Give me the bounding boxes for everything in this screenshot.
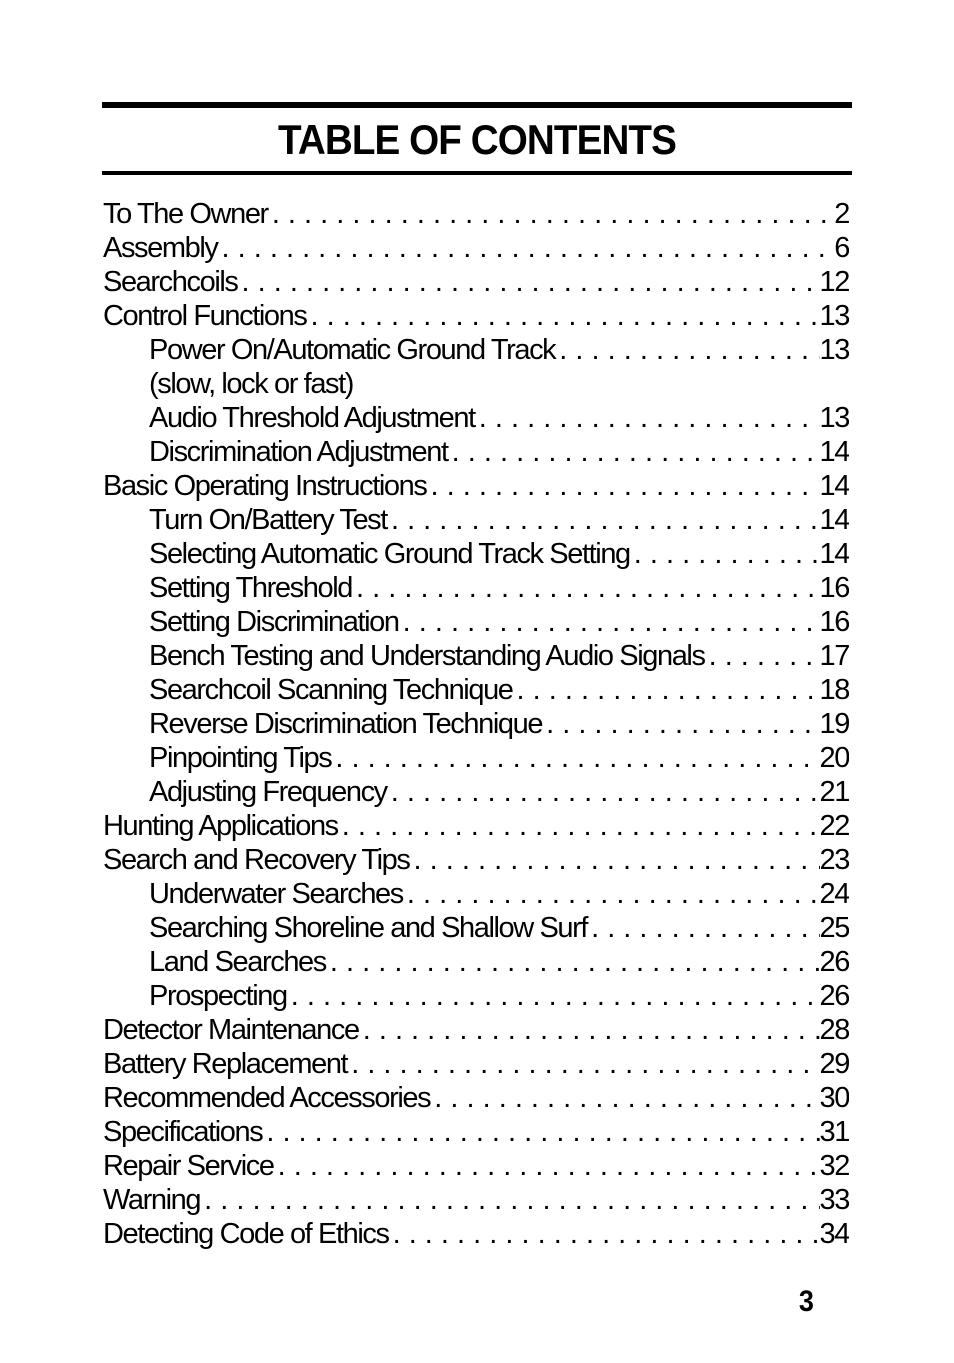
toc-entry [103, 469, 849, 503]
toc-entry-page: 14 [819, 504, 849, 536]
toc-entry [103, 1149, 849, 1183]
toc-entry-page: 28 [819, 1014, 849, 1046]
toc-entry-page: 18 [819, 674, 849, 706]
toc-entry-label: Power On/Automatic Ground Track [149, 334, 556, 366]
toc-entry [103, 605, 849, 639]
toc-entry-page: 21 [819, 776, 849, 808]
toc-entry [103, 265, 849, 299]
toc-entry [103, 639, 849, 673]
toc-dot-leader [262, 1115, 819, 1149]
toc-entry-page: 32 [819, 1150, 849, 1182]
toc-entry-label: Bench Testing and Understanding Audio Signals [149, 640, 705, 672]
toc-entry-label: Repair Service [103, 1150, 274, 1182]
toc-entry-label: Control Functions [103, 300, 307, 332]
toc-dot-leader [352, 571, 820, 605]
toc-entry-label: Searching Shoreline and Shallow Surf [149, 912, 588, 944]
toc-entry-label: Underwater Searches [149, 878, 403, 910]
toc-entry-label: Specifications [103, 1116, 263, 1148]
toc-dot-leader [448, 435, 820, 469]
toc-entry-page: 23 [819, 844, 849, 876]
toc-entry-page: 24 [819, 878, 849, 910]
toc-entry-page: 16 [819, 572, 849, 604]
toc-entry-label: Setting Threshold [149, 572, 352, 604]
toc-entry-page: 16 [819, 606, 849, 638]
toc-dot-leader [410, 843, 820, 877]
toc-entry-label: Searchcoil Scanning Technique [149, 674, 513, 706]
toc-entry [103, 1013, 849, 1047]
toc-dot-leader [274, 1149, 820, 1183]
toc-entry-page: 33 [819, 1184, 849, 1216]
toc-entry-page: 25 [819, 912, 849, 944]
toc-entry-page: 26 [819, 946, 849, 978]
toc-entry [103, 1183, 849, 1217]
toc-entry [103, 673, 849, 707]
toc-entry [103, 231, 849, 265]
toc-entry-label: Basic Operating Instructions [103, 470, 427, 502]
toc-entry-label: Detector Maintenance [103, 1014, 359, 1046]
table-of-contents [103, 197, 849, 1251]
toc-entry-label: Assembly [103, 232, 218, 264]
toc-entry [103, 571, 849, 605]
toc-dot-leader [389, 1217, 820, 1251]
toc-entry [103, 911, 849, 945]
toc-dot-leader [403, 877, 820, 911]
toc-entry-label: Adjusting Frequency [149, 776, 387, 808]
toc-entry-page: 22 [819, 810, 849, 842]
toc-entry-page: 12 [819, 266, 849, 298]
toc-entry [103, 537, 849, 571]
toc-entry [103, 741, 849, 775]
title-underline-rule [102, 171, 852, 175]
toc-entry-label: To The Owner [103, 198, 268, 230]
toc-entry-page: 13 [819, 300, 849, 332]
toc-dot-leader [430, 1081, 819, 1115]
toc-entry [103, 707, 849, 741]
toc-entry-page: 34 [819, 1218, 849, 1250]
toc-dot-leader [587, 911, 819, 945]
toc-entry-label: Setting Discrimination [149, 606, 399, 638]
toc-dot-leader [387, 775, 820, 809]
page-title: TABLE OF CONTENTS [278, 116, 676, 163]
toc-entry [103, 1081, 849, 1115]
toc-entry [103, 809, 849, 843]
toc-entry [103, 333, 849, 367]
toc-dot-leader [513, 673, 820, 707]
toc-entry [103, 503, 849, 537]
toc-entry-label: Search and Recovery Tips [103, 844, 410, 876]
toc-entry-label: Audio Threshold Adjustment [149, 402, 475, 434]
toc-entry-label: Discrimination Adjustment [149, 436, 448, 468]
toc-entry-page: 29 [819, 1048, 849, 1080]
toc-entry-label: Recommended Accessories [103, 1082, 431, 1114]
toc-dot-leader [238, 265, 820, 299]
toc-dot-leader [399, 605, 820, 639]
toc-dot-leader [426, 469, 819, 503]
toc-dot-leader [387, 503, 820, 537]
toc-dot-leader [630, 537, 820, 571]
toc-entry-page: 26 [819, 980, 849, 1012]
toc-entry [103, 401, 849, 435]
toc-dot-leader [287, 979, 820, 1013]
toc-entry-page: 2 [834, 198, 849, 230]
toc-entry-label: Selecting Automatic Ground Track Setting [149, 538, 630, 570]
toc-entry-label: Reverse Discrimination Technique [149, 708, 543, 740]
toc-entry [103, 1115, 849, 1149]
toc-entry-label: Land Searches [149, 946, 326, 978]
toc-entry-label: Warning [103, 1184, 201, 1216]
toc-entry-label: Searchcoils [103, 266, 238, 298]
toc-dot-leader [542, 707, 819, 741]
toc-entry-page: 20 [819, 742, 849, 774]
toc-entry [103, 197, 849, 231]
toc-dot-leader [200, 1183, 819, 1217]
toc-entry-page: 19 [819, 708, 849, 740]
toc-dot-leader [338, 809, 820, 843]
toc-entry-label: Battery Replacement [103, 1048, 348, 1080]
toc-entry [103, 843, 849, 877]
toc-entry-label: Prospecting [149, 980, 287, 1012]
toc-entry-label: Turn On/Battery Test [149, 504, 387, 536]
toc-entry [103, 1217, 849, 1251]
toc-dot-leader [555, 333, 819, 367]
page-number: 3 [798, 1285, 814, 1318]
toc-dot-leader [218, 231, 835, 265]
top-rule [102, 102, 852, 108]
toc-entry-page: 14 [819, 470, 849, 502]
toc-entry-page: 14 [819, 538, 849, 570]
toc-dot-leader [268, 197, 834, 231]
toc-entry-page: 30 [819, 1082, 849, 1114]
toc-dot-leader [475, 401, 820, 435]
toc-dot-leader [331, 741, 819, 775]
toc-entry-label: (slow, lock or fast) [149, 368, 354, 400]
toc-entry-page: 6 [834, 232, 849, 264]
toc-entry [103, 945, 849, 979]
toc-dot-leader [359, 1013, 820, 1047]
toc-entry [103, 299, 849, 333]
toc-entry [103, 367, 849, 401]
toc-dot-leader [705, 639, 820, 673]
toc-entry [103, 435, 849, 469]
toc-entry [103, 1047, 849, 1081]
toc-entry-page: 14 [819, 436, 849, 468]
toc-entry-label: Hunting Applications [103, 810, 338, 842]
toc-entry-page: 17 [819, 640, 849, 672]
toc-entry-page: 13 [819, 402, 849, 434]
toc-entry [103, 979, 849, 1013]
toc-entry [103, 775, 849, 809]
toc-entry-page: 13 [819, 334, 849, 366]
toc-entry-label: Pinpointing Tips [149, 742, 332, 774]
toc-dot-leader [306, 299, 819, 333]
toc-entry [103, 877, 849, 911]
toc-entry-page: 31 [819, 1116, 849, 1148]
toc-dot-leader [326, 945, 820, 979]
toc-entry-label: Detecting Code of Ethics [103, 1218, 389, 1250]
toc-dot-leader [347, 1047, 819, 1081]
